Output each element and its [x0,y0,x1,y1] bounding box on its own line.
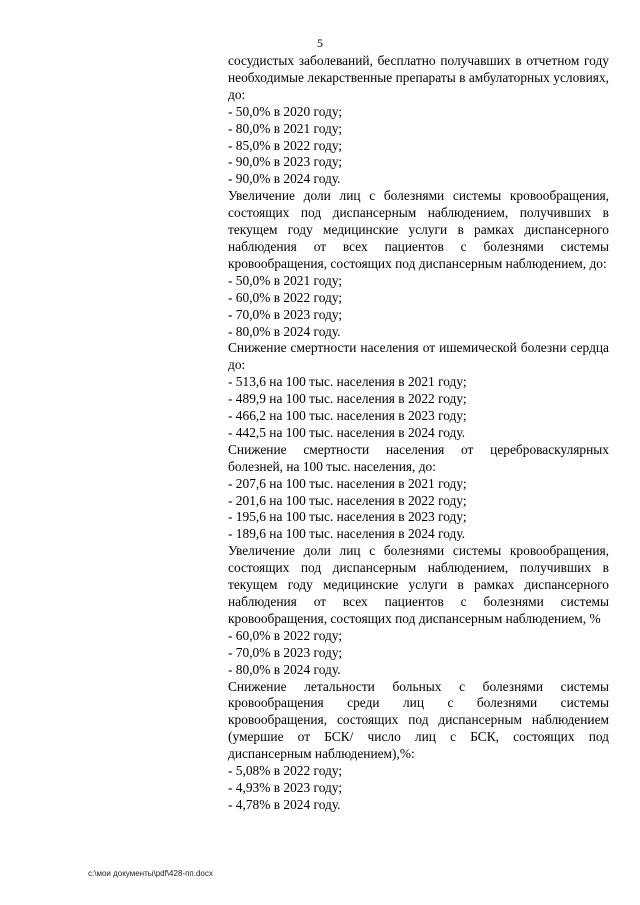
list-item: - 90,0% в 2023 году; [228,154,343,170]
list-item: - 489,9 на 100 тыс. населения в 2022 году; [228,391,467,407]
list-item: - 189,6 на 100 тыс. населения в 2024 году. [228,526,466,542]
list-item: - 70,0% в 2023 году; [228,306,343,322]
list-item: - 50,0% в 2020 году; [228,103,343,119]
section-paragraph: Снижение летальности больных с болезнями системы кровообращения среди лиц с болезнями системы кровообращения, состоящих под диспансерным наблюдением (умершие от БСК/ число лиц с БСК, состоящих под диспансерным наблюдением),%: [228,678,609,762]
list-item: - 195,6 на 100 тыс. населения в 2023 году; [228,509,467,525]
section-block [228,188,609,340]
section-paragraph: сосудистых заболеваний, бесплатно получавших в отчетном году необходимые лекарственные препараты в амбулаторных условиях, до: [228,53,609,102]
list-item: - 4,78% в 2024 году. [228,796,341,812]
document-body [228,53,609,814]
list-item: - 207,6 на 100 тыс. населения в 2021 году; [228,475,467,491]
list-item: - 5,08% в 2022 году; [228,763,343,779]
list-item: - 80,0% в 2021 году; [228,120,343,136]
list-item: - 80,0% в 2024 году. [228,323,341,339]
list-item: - 50,0% в 2021 году; [228,272,343,288]
section-paragraph: Увеличение доли лиц с болезнями системы кровообращения, состоящих под диспансерным наблюдением, получивших в текущем году медицинские услуги в рамках диспансерного наблюдения от всех пациентов с болезнями системы кровообращения, состоящих под диспансерным наблюдением, до: [228,188,609,271]
section-block [228,679,609,814]
section-block [228,442,609,543]
list-item: - 80,0% в 2024 году. [228,661,341,677]
list-item: - 442,5 на 100 тыс. населения в 2024 году. [228,424,466,440]
list-item: - 4,93% в 2023 году; [228,779,343,795]
section-block [228,543,609,678]
list-item: - 466,2 на 100 тыс. населения в 2023 году; [228,408,467,424]
list-item: - 201,6 на 100 тыс. населения в 2022 году; [228,492,467,508]
list-item: - 60,0% в 2022 году; [228,289,343,305]
list-item: - 70,0% в 2023 году; [228,644,343,660]
section-paragraph: Снижение смертности населения от ишемической болезни сердца до: [228,340,609,373]
list-item: - 85,0% в 2022 году; [228,137,343,153]
section-paragraph: Снижение смертности населения от цереброваскулярных болезней, на 100 тыс. населения, до: [228,441,609,474]
section-block [228,53,609,188]
section-block [228,340,609,441]
list-item: - 60,0% в 2022 году; [228,627,343,643]
list-item: - 90,0% в 2024 году. [228,171,341,187]
list-item: - 513,6 на 100 тыс. населения в 2021 году; [228,374,467,390]
footer-file-path: c:\мои документы\pdf\428-пп.docx [88,869,213,878]
page-number: 5 [317,36,323,50]
section-paragraph: Увеличение доли лиц с болезнями системы кровообращения, состоящих под диспансерным наблюдением, получивших в текущем году медицинские услуги в рамках диспансерного наблюдения от всех пациентов с болезнями системы кровообращения, состоящих под диспансерным наблюдением, % [228,543,609,626]
